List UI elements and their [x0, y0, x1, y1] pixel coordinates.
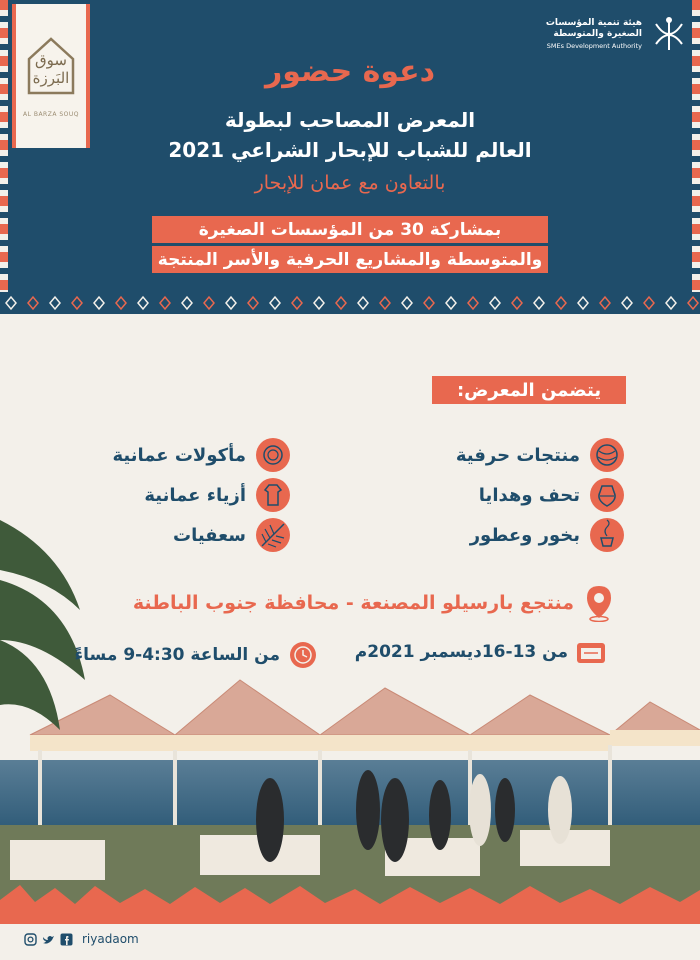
diamond-pattern	[0, 292, 700, 314]
item-gifts-label: تحف وهدايا	[478, 484, 580, 506]
header-banner	[0, 0, 700, 296]
event-title-line2: العالم للشباب للإبحار الشراعي 2021	[168, 138, 532, 162]
time-text: من الساعة 4:30-9 مساءً	[74, 645, 280, 665]
item-food	[112, 438, 290, 472]
includes-heading: يتضمن المعرض:	[432, 376, 626, 404]
item-food-label: مأكولات عمانية	[112, 444, 246, 466]
food-icon	[256, 438, 290, 472]
garment-icon	[256, 478, 290, 512]
authority-arabic-line2: الصغيرة والمتوسطة	[553, 29, 642, 39]
authority-logo	[546, 14, 688, 54]
national-emblem-icon	[650, 14, 688, 54]
location-row	[133, 584, 614, 622]
facebook-icon[interactable]	[60, 933, 73, 946]
event-photo	[0, 490, 700, 930]
decorative-pattern-band	[0, 292, 700, 314]
invitation-title: دعوة حضور	[264, 54, 436, 89]
item-palm-crafts	[173, 518, 290, 552]
date-row	[355, 640, 606, 664]
yarn-ball-icon	[590, 438, 624, 472]
clock-icon	[288, 640, 318, 670]
collaboration-text: بالتعاون مع عمان للإبحار	[254, 172, 446, 194]
palm-leaf-icon	[256, 518, 290, 552]
item-fashion-label: أزياء عمانية	[144, 484, 246, 506]
twitter-icon[interactable]	[42, 933, 55, 946]
item-incense	[470, 518, 624, 552]
item-palm-crafts-label: سعفيات	[172, 524, 246, 546]
social-links	[24, 932, 139, 946]
item-incense-label: بخور وعطور	[469, 524, 580, 546]
item-crafts	[456, 438, 624, 472]
authority-arabic-line1: هيئة تنمية المؤسسات	[545, 18, 642, 28]
social-handle[interactable]: riyadaom	[82, 932, 139, 946]
time-row	[74, 640, 318, 670]
calendar-icon	[576, 640, 606, 664]
logo-english-text: AL BARZA SOUQ	[22, 110, 79, 118]
item-crafts-label: منتجات حرفية	[455, 444, 580, 466]
item-fashion	[144, 478, 290, 512]
clay-pot-icon	[590, 478, 624, 512]
participation-ribbon-line2: والمتوسطة والمشاريع الحرفية والأسر المنتجة	[152, 246, 548, 273]
authority-english-name: SMEs Development Authority	[546, 42, 642, 50]
logo-arabic-text: سوق البَرزة	[32, 50, 70, 87]
item-gifts	[479, 478, 624, 512]
location-text: منتجع بارسيلو المصنعة - محافظة جنوب الباطنة	[132, 592, 574, 614]
location-pin-icon	[584, 584, 614, 622]
participation-ribbon-line1: بمشاركة 30 من المؤسسات الصغيرة	[152, 216, 548, 243]
event-title-line1: المعرض المصاحب لبطولة	[224, 108, 476, 132]
instagram-icon[interactable]	[24, 933, 37, 946]
date-text: من 13-16ديسمبر 2021م	[354, 642, 568, 662]
incense-burner-icon	[590, 518, 624, 552]
